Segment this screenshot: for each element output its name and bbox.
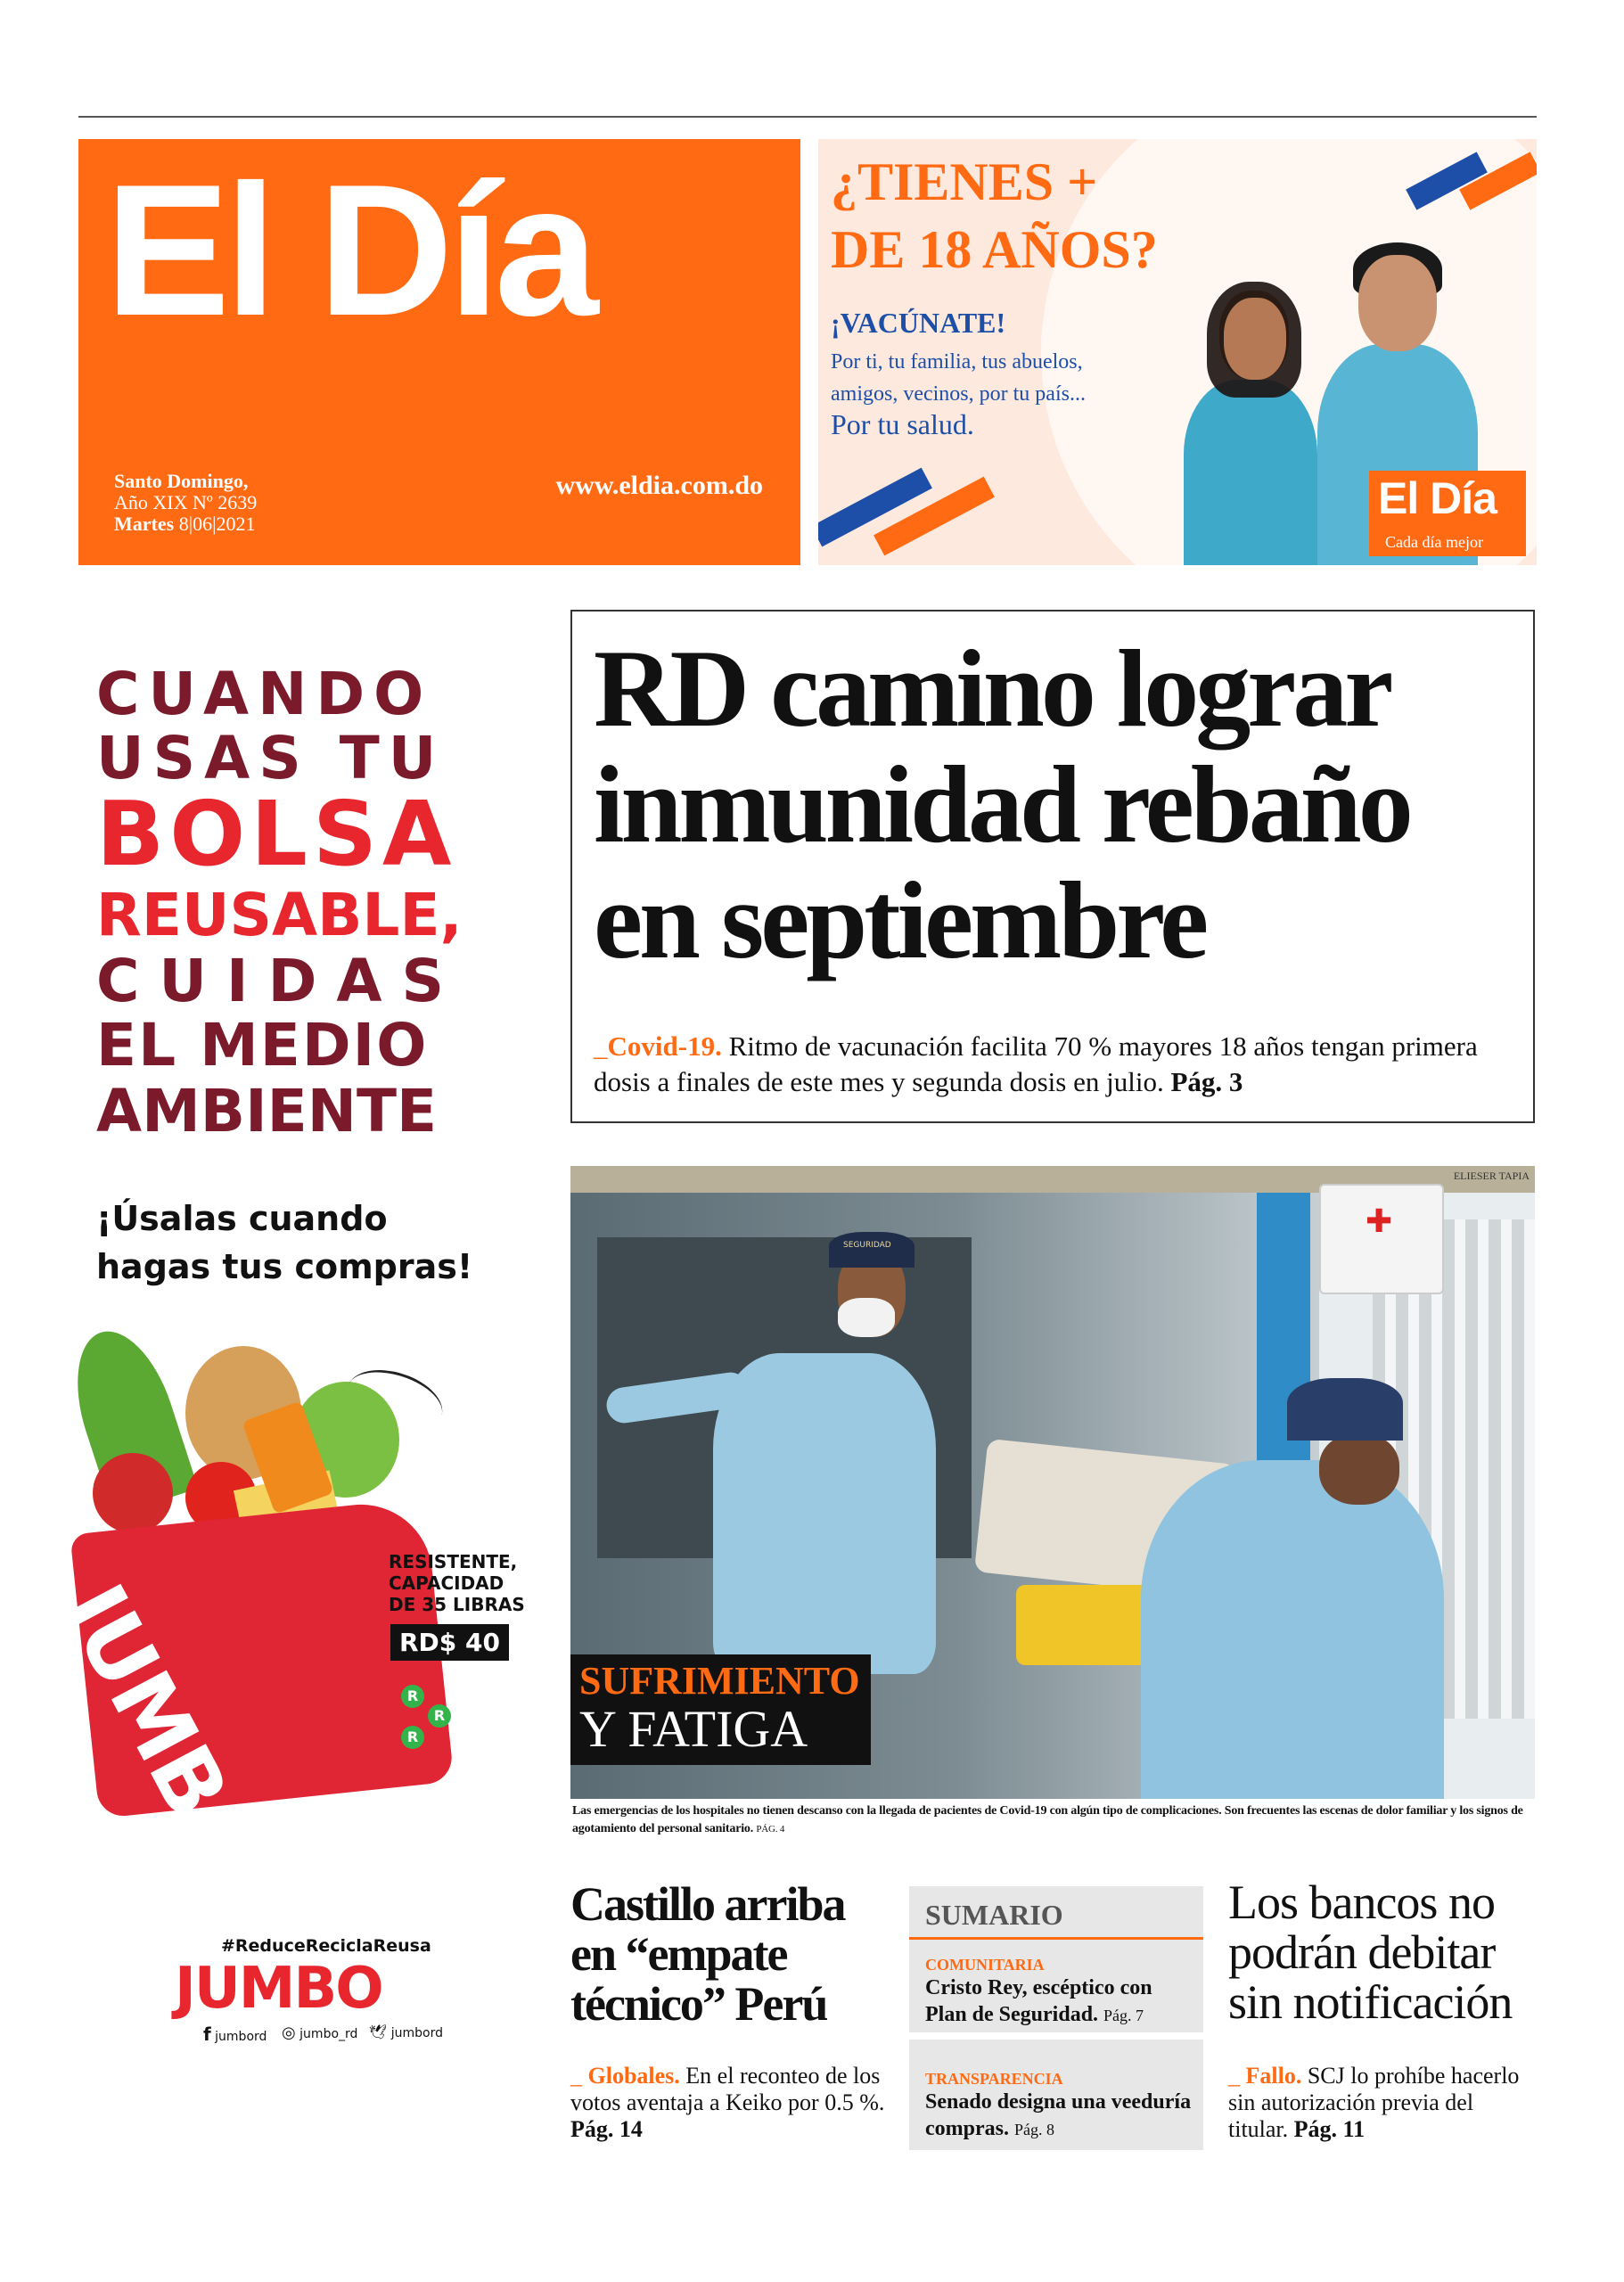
cap-label: SEGURIDAD (843, 1241, 891, 1250)
ad-closing: Por tu salud. (831, 408, 974, 440)
lead-photo[interactable] (570, 1166, 1535, 1799)
photo-label (570, 1654, 871, 1765)
twitter-handle: jumbord (390, 2026, 444, 2040)
ad-body-line1: Por ti, tu familia, tus abuelos, (831, 350, 1083, 373)
lead-kicker: Covid-19. (607, 1030, 722, 1062)
nurse-cap (1287, 1378, 1403, 1441)
lead-page-ref[interactable]: Pág. 3 (1170, 1066, 1243, 1097)
sumario-text (925, 1974, 1193, 2029)
headline-line: técnico” Perú (570, 1977, 827, 2031)
social-twitter (369, 2023, 443, 2040)
instagram-handle: jumbo_rd (299, 2027, 358, 2041)
ad-line: REUSABLE, (96, 881, 463, 949)
vaccine-ad (818, 139, 1537, 565)
sumario-page-ref[interactable]: Pág. 7 (1103, 2007, 1144, 2024)
story-castillo-headline[interactable] (570, 1879, 891, 2029)
sumario-divider (909, 2032, 1203, 2040)
bag-brand-text: JUMBO (44, 1569, 281, 1895)
sumario-item[interactable] (925, 2070, 1193, 2143)
story-castillo-body (570, 2063, 891, 2143)
dash-icon: _ (1228, 2063, 1240, 2089)
photo-label-line2: Y FATIGA (579, 1700, 808, 1758)
photo-caption (572, 1802, 1535, 1838)
headline-line: sin notificación (1228, 1975, 1513, 2029)
sumario-item[interactable] (925, 1956, 1193, 2029)
lead-deck-text: Ritmo de vacunación facilita 70 % mayores 18 años tengan primera dosis a finales de este mes y segunda dosis en julio. (594, 1030, 1478, 1097)
guard-gown (713, 1353, 936, 1674)
ad-logo-slogan: Cada día mejor (1385, 533, 1483, 551)
ad-line: CUANDO (96, 660, 433, 728)
masthead (78, 139, 800, 565)
ad-line: AMBIENTE (96, 1077, 438, 1145)
headline-line: podrán debitar (1228, 1925, 1496, 1979)
ad-logo-text: El Día (1378, 473, 1497, 523)
ad-call-to-action (96, 1194, 472, 1291)
ad-title-line2: DE 18 AÑOS? (831, 220, 1158, 279)
story-bancos-page-ref[interactable]: Pág. 11 (1293, 2116, 1366, 2142)
headline-line: Castillo arriba (570, 1877, 845, 1931)
ad-title-line1: ¿TIENES + (831, 152, 1098, 211)
edition-city: Santo Domingo, (114, 470, 249, 492)
ad-call-line1: ¡Úsalas cuando (96, 1199, 388, 1238)
headline-line: Los bancos no (1228, 1876, 1495, 1929)
story-bancos-headline[interactable] (1228, 1877, 1537, 2027)
story-castillo-page-ref[interactable]: Pág. 14 (570, 2116, 643, 2142)
story-bancos-body (1228, 2063, 1537, 2143)
sumario-header (909, 1886, 1203, 1940)
sumario-item-text: Senado designa una veeduría compras. (925, 2090, 1192, 2140)
dash-icon: _ (570, 2063, 582, 2089)
jumbo-logo: JUMBO (175, 1956, 382, 2022)
edition-date-row (114, 513, 257, 535)
top-rule (78, 116, 1537, 118)
headline-line: en “empate (570, 1927, 787, 1981)
social-instagram (282, 2023, 357, 2042)
caption-text: Las emergencias de los hospitales no tienen descanso con la llegada de pacientes de Covid-19 con algún tipo de complicaciones. Son frecuentes las escenas de dolor familiar y los signos de agotamiento del personal sanitario. (572, 1804, 1523, 1835)
ad-body (831, 346, 1086, 410)
twitter-icon: 🕊 (369, 2023, 388, 2040)
photo-label-line1: SUFRIMIENTO (579, 1659, 860, 1703)
caption-page-ref[interactable]: PÁG. 4 (756, 1824, 785, 1835)
red-cross-icon: ✚ (1366, 1203, 1393, 1240)
bag-price: RD$ 40 (390, 1624, 509, 1661)
instagram-icon: ◎ (282, 2023, 296, 2042)
facebook-handle: jumbord (215, 2030, 267, 2044)
ad-line: USAS TU (96, 724, 446, 792)
recycle-logo-icon: R (401, 1726, 424, 1749)
sumario-title: SUMARIO (925, 1899, 1063, 1931)
ad-body-line2: amigos, vecinos, por tu país... (831, 382, 1086, 406)
woman-face-front (1224, 298, 1286, 380)
ad-subtitle: ¡VACÚNATE! (831, 307, 1006, 339)
story-bancos-kicker: Fallo. (1245, 2063, 1302, 2089)
nurse-gown (1141, 1460, 1444, 1799)
ad-line: CUIDAS (96, 947, 463, 1015)
edition-info (114, 471, 257, 535)
edition-day: Martes (114, 513, 175, 535)
apple-icon (93, 1453, 173, 1533)
story-castillo (570, 1879, 891, 2143)
first-aid-box (1319, 1184, 1444, 1294)
woman-figure (1184, 380, 1317, 565)
bag-feature-line: CAPACIDAD (389, 1572, 504, 1594)
lead-headline[interactable]: RD camino lograr inmunidad rebaño en septiembre (594, 628, 1410, 981)
bag-feature-line: DE 35 LIBRAS (389, 1594, 525, 1615)
masthead-logo: El Día (105, 145, 594, 355)
story-castillo-text: En el reconteo de los votos aventaja a Keiko por 0.5 %. (570, 2063, 885, 2115)
story-bancos (1228, 1877, 1537, 2143)
jumbo-ad (44, 624, 542, 2050)
facebook-icon: f (203, 2023, 211, 2045)
edition-date: 8|06|2021 (178, 513, 256, 535)
bag-feature-line: RESISTENTE, (389, 1551, 518, 1572)
guard-cap (829, 1232, 915, 1268)
social-facebook (203, 2023, 267, 2045)
guard-mask (838, 1298, 895, 1337)
story-castillo-kicker: Globales. (587, 2063, 680, 2089)
ad-line: EL MEDIO (96, 1011, 429, 1079)
sumario-item-text: Cristo Rey, escéptico con Plan de Seguridad. (925, 1976, 1152, 2026)
ad-eldia-logo (1369, 471, 1526, 556)
dash-icon: _ (594, 1030, 608, 1062)
ad-line: BOLSA (96, 782, 457, 886)
man-face (1358, 255, 1437, 351)
sumario-section: COMUNITARIA (925, 1956, 1045, 1974)
edition-number: Año XIX Nº 2639 (114, 491, 258, 513)
lead-deck (594, 1029, 1521, 1100)
sumario-page-ref[interactable]: Pág. 8 (1013, 2121, 1054, 2138)
sumario-section: TRANSPARENCIA (925, 2070, 1063, 2088)
story-bancos-text: SCJ lo prohíbe hacerlo sin autorización previa del titular. (1228, 2063, 1520, 2142)
sumario-text (925, 2089, 1193, 2143)
ad-hashtag: #ReduceReciclaReusa (221, 1936, 431, 1956)
ad-title (831, 148, 1158, 283)
bag-features (389, 1551, 525, 1615)
ad-call-line2: hagas tus compras! (96, 1247, 473, 1286)
sumario-box (909, 1886, 1203, 2150)
recycle-logo-icon: R (401, 1685, 424, 1708)
lead-story (570, 610, 1535, 1123)
recycle-logo-icon: R (428, 1704, 451, 1728)
nurse-neck (1319, 1433, 1399, 1505)
photo-credit: ELIESER TAPIA (1453, 1170, 1530, 1182)
website-url[interactable]: www.eldia.com.do (555, 471, 763, 500)
